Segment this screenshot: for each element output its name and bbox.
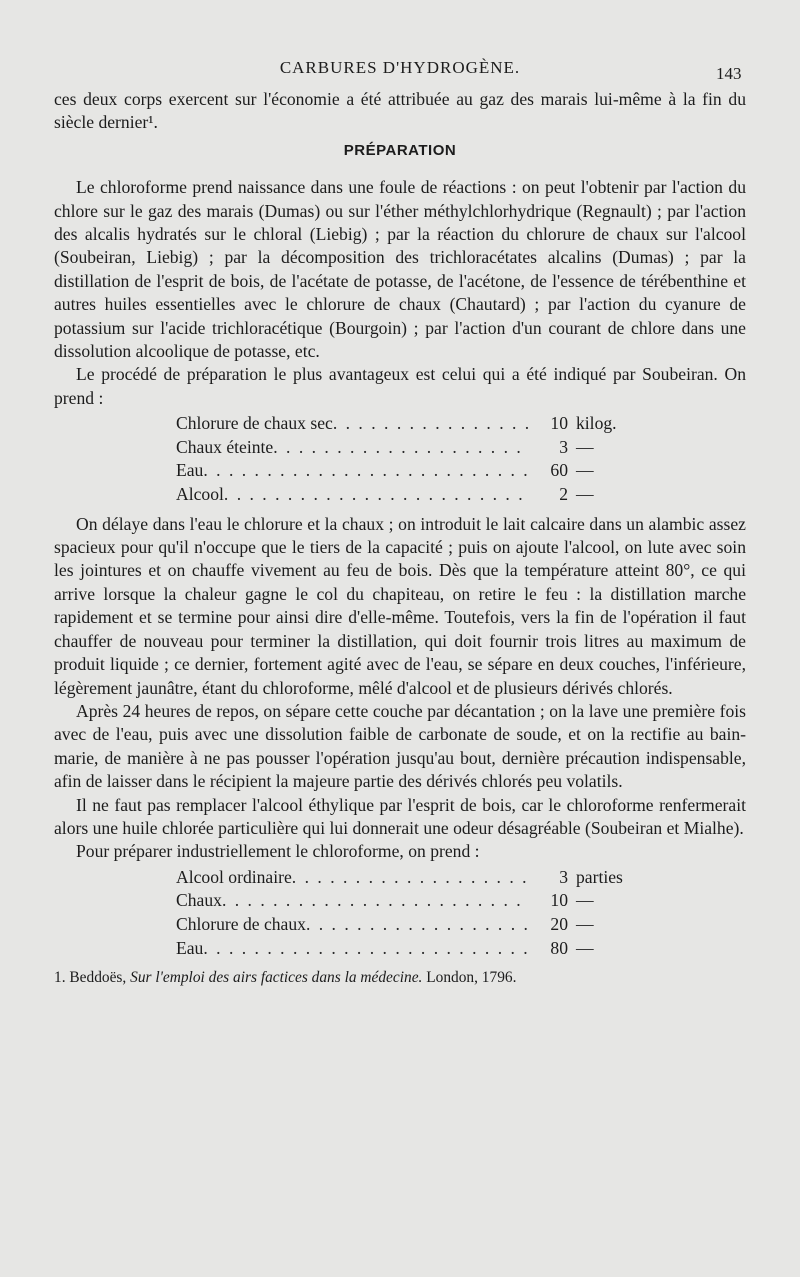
dot-leader — [333, 412, 528, 435]
ingredient-quantity: 10 — [550, 890, 568, 911]
footnote-marker: 1. — [54, 969, 66, 987]
ingredient-unit: — — [576, 460, 594, 481]
ingredient-quantity: 3 — [559, 436, 568, 457]
ingredient-unit: — — [576, 913, 594, 934]
ingredient-unit: — — [576, 436, 594, 457]
paragraph: Le chloroforme prend naissance dans une foule de réactions : on peut l'obtenir par l'action du chlore sur le gaz des marais (Dumas) ou sur l'éther méthylchlorhydrique (Regnault) ; par l'action des alcalis hydratés sur le chloral (Liebig) ; par la réaction du chlorure de chaux sur l'alcool (Soubeiran, Liebig) ; par la décomposition des trichloracétates alcalins (Dumas) ; par la distillation de l'esprit de bois, de l'acétate de potasse, de l'acétone, de l'essence de térébenthine et autres huiles essentielles avec le chlorure de chaux (Chautard) ; par l'action du cyanure de potassium sur l'acide trichloracétique (Bourgoin) ; par l'action d'un courant de chlore dans une dissolution alcoolique de potasse, etc. — [54, 177, 746, 362]
ingredient-quantity: 20 — [550, 913, 568, 934]
ingredient-name: Alcool ordinaire — [176, 866, 292, 887]
ingredient-row — [176, 483, 646, 507]
ingredient-unit: kilog. — [576, 413, 617, 434]
page-number: 143 — [716, 64, 742, 83]
ingredient-unit: — — [576, 484, 594, 505]
ingredient-unit: — — [576, 937, 594, 958]
ingredient-name: Chlorure de chaux sec — [176, 413, 333, 434]
ingredient-row — [176, 937, 646, 961]
ingredient-unit: parties — [576, 866, 623, 887]
ingredient-name: Alcool — [176, 484, 224, 505]
footnote-title: Sur l'emploi des airs factices dans la médecine. — [130, 969, 423, 987]
page-body — [54, 88, 746, 990]
dot-leader — [306, 913, 528, 936]
dot-leader — [222, 889, 528, 912]
ingredient-row — [176, 412, 646, 436]
paragraph: Il ne faut pas remplacer l'alcool éthylique par l'esprit de bois, car le chloroforme renfermerait alors une huile chlorée particulière qui lui donnerait une odeur désagréable (Soubeiran et Mialhe). — [54, 794, 746, 838]
ingredient-name: Eau — [176, 460, 204, 481]
dot-leader — [203, 459, 528, 482]
running-title: CARBURES D'HYDROGÈNE. — [279, 58, 521, 77]
ingredient-list — [176, 866, 646, 960]
ingredient-unit: — — [576, 890, 594, 911]
page-header — [0, 58, 800, 84]
paragraph: Le procédé de préparation le plus avantageux est celui qui a été indiqué par Soubeiran. On prend : — [54, 364, 746, 408]
ingredient-row — [176, 459, 646, 483]
ingredient-quantity: 60 — [550, 460, 568, 481]
footnote-place-date: London, 1796. — [426, 969, 517, 987]
ingredient-quantity: 10 — [550, 413, 568, 434]
paragraph: Après 24 heures de repos, on sépare cette couche par décantation ; on la lave une première fois avec de l'eau, puis avec une dissolution faible de carbonate de soude, et on la rectifie au bain-marie, de manière à ne pas pousser l'opération jusqu'au bout, dernière précaution indispensable, afin de laisser dans le récipient la majeure partie des dérivés chlorés peu volatils. — [54, 700, 746, 792]
dot-leader — [273, 436, 528, 459]
intro-paragraph: ces deux corps exercent sur l'économie a été attribuée au gaz des marais lui-même à la fin du siècle dernier¹. — [54, 89, 746, 133]
paragraph: On délaye dans l'eau le chlorure et la chaux ; on introduit le lait calcaire dans un alambic assez spacieux pour qu'il n'occupe que le tiers de la capacité ; puis on ajoute l'alcool, on lute avec soin les jointures et on chauffe vivement au feu de bois. Dès que la température atteint 80°, ce qui arrive lorsque la chaleur gagne le col du chapiteau, on retire le feu : la distillation marche rapidement et se termine pour ainsi dire d'elle-même. Toutefois, vers la fin de l'opération il faut chauffer de nouveau pour terminer la distillation, qui doit fournir trois litres au maximum de produit liquide ; ce dernier, fortement agité avec de l'eau, se sépare en deux couches, l'inférieure, légèrement jaunâtre, étant du chloroforme, mêlé d'alcool et de plusieurs dérivés chlorés. — [54, 513, 746, 698]
ingredient-row — [176, 866, 646, 890]
dot-leader — [292, 866, 528, 889]
ingredient-name: Eau — [176, 937, 204, 958]
ingredient-name: Chaux — [176, 890, 222, 911]
ingredient-name: Chlorure de chaux — [176, 913, 306, 934]
ingredient-quantity: 80 — [550, 937, 568, 958]
footnote-author: Beddoës, — [69, 969, 127, 987]
section-heading: PRÉPARATION — [343, 141, 457, 159]
footnote — [54, 966, 746, 989]
ingredient-row — [176, 913, 646, 937]
dot-leader — [224, 483, 528, 506]
ingredient-list — [176, 412, 646, 506]
ingredient-name: Chaux éteinte — [176, 436, 274, 457]
paragraph: Pour préparer industriellement le chloroforme, on prend : — [76, 841, 480, 862]
ingredient-quantity: 3 — [559, 866, 568, 887]
dot-leader — [203, 937, 528, 960]
ingredient-quantity: 2 — [559, 484, 568, 505]
ingredient-row — [176, 436, 646, 460]
ingredient-row — [176, 889, 646, 913]
